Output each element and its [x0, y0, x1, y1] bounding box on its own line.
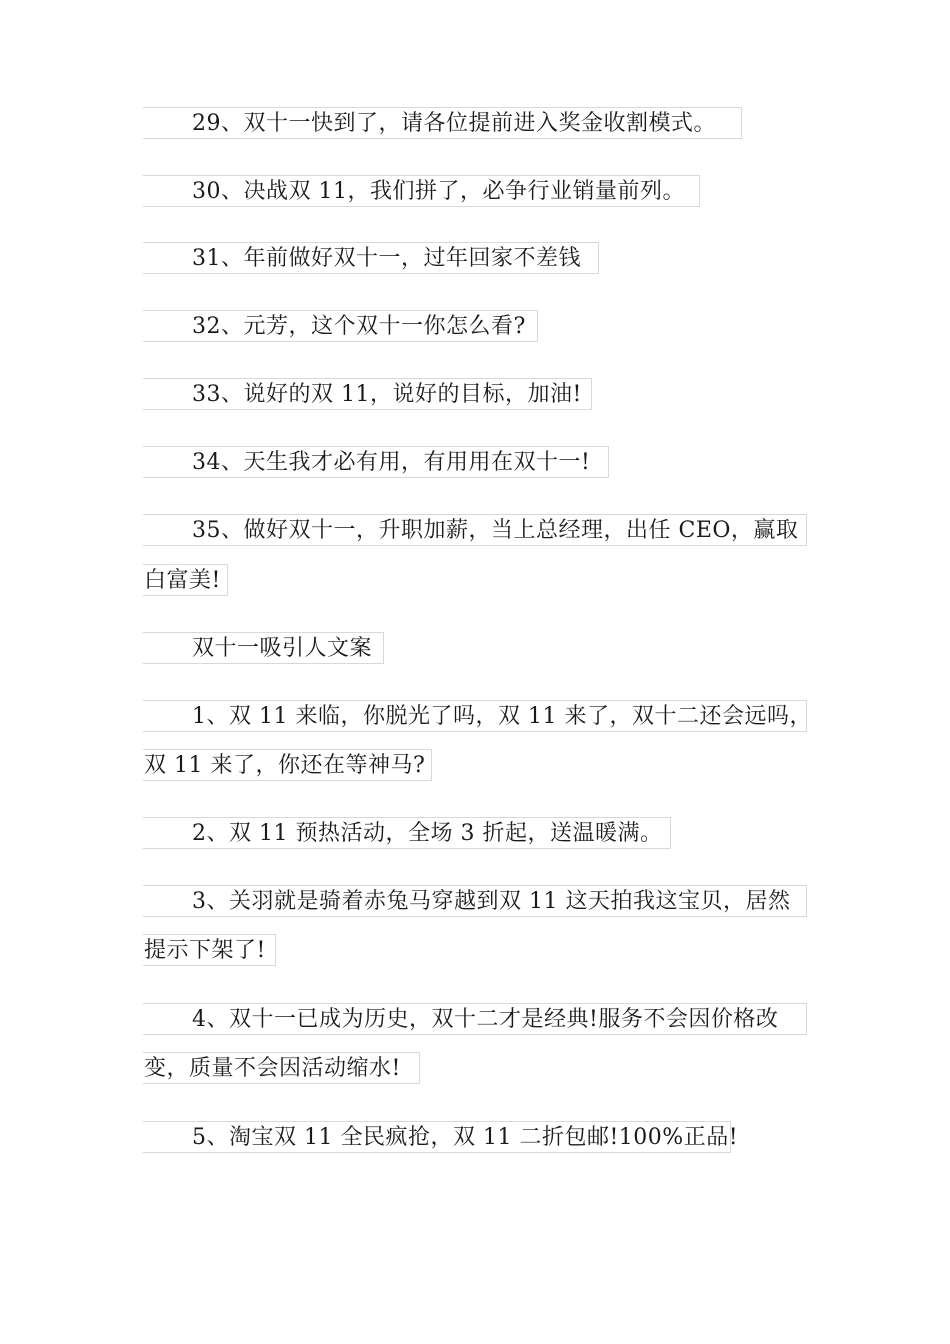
list-item-3-cont: 提示下架了!	[143, 934, 276, 966]
list-item-31: 31、年前做好双十一，过年回家不差钱	[143, 242, 599, 274]
list-item-30: 30、决战双 11，我们拼了，必争行业销量前列。	[143, 175, 700, 207]
list-item-29: 29、双十一快到了，请各位提前进入奖金收割模式。	[143, 107, 742, 139]
list-item-35: 35、做好双十一，升职加薪，当上总经理，出任 CEO，赢取	[143, 514, 807, 546]
list-item-1-cont: 双 11 来了，你还在等神马?	[143, 749, 432, 781]
list-item-34: 34、天生我才必有用，有用用在双十一!	[143, 446, 609, 478]
list-item-3: 3、关羽就是骑着赤兔马穿越到双 11 这天拍我这宝贝，居然	[143, 885, 807, 917]
list-item-32: 32、元芳，这个双十一你怎么看?	[143, 310, 538, 342]
list-item-35-cont: 白富美!	[143, 564, 228, 596]
list-item-1: 1、双 11 来临，你脱光了吗，双 11 来了，双十二还会远吗，	[143, 700, 807, 732]
list-item-2: 2、双 11 预热活动，全场 3 折起，送温暖满。	[143, 817, 671, 849]
list-item-4: 4、双十一已成为历史，双十二才是经典!服务不会因价格改	[143, 1003, 807, 1035]
section-heading: 双十一吸引人文案	[143, 632, 384, 664]
list-item-4-cont: 变，质量不会因活动缩水!	[143, 1052, 420, 1084]
list-item-33: 33、说好的双 11，说好的目标，加油!	[143, 378, 592, 410]
list-item-5: 5、淘宝双 11 全民疯抢，双 11 二折包邮!100%正品!	[143, 1121, 731, 1153]
